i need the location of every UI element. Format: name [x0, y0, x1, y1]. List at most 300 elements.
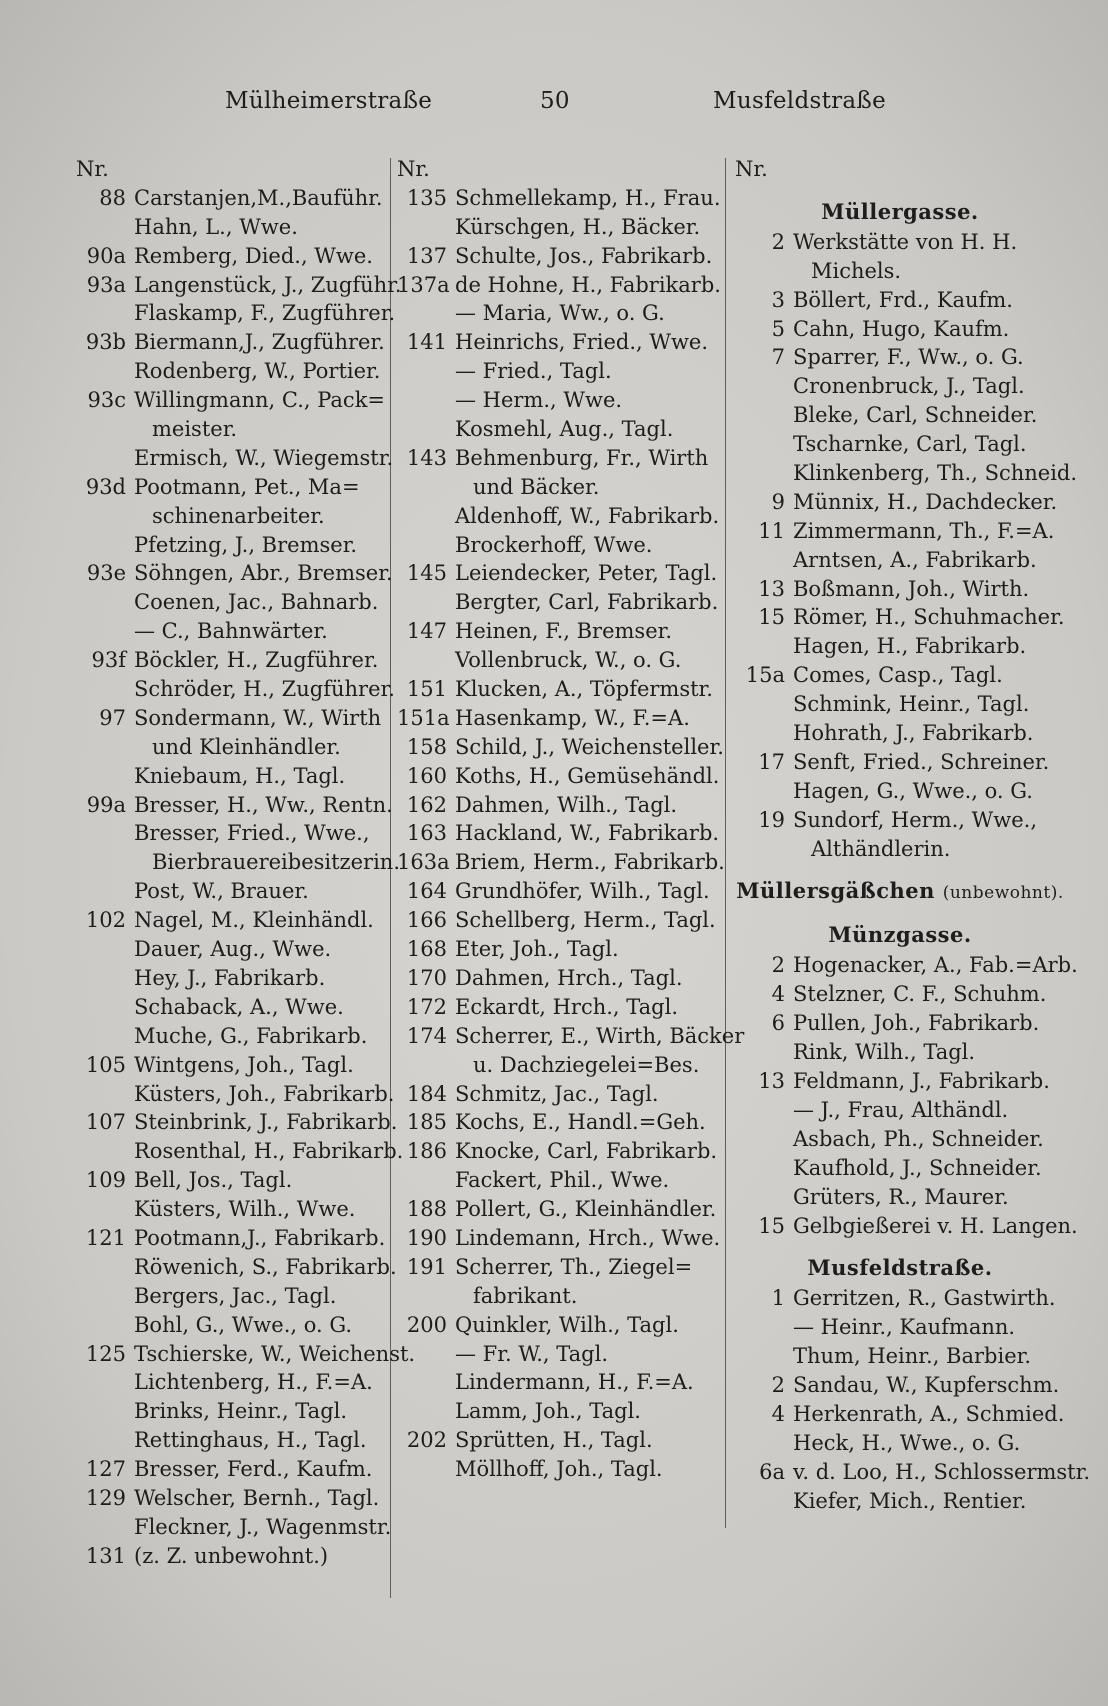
directory-entry — [397, 848, 725, 877]
directory-entry — [76, 733, 396, 762]
house-number — [397, 1340, 455, 1369]
house-number — [735, 777, 793, 806]
resident-entry: Kiefer, Mich., Rentier. — [793, 1488, 1027, 1513]
directory-entry — [735, 1400, 1065, 1429]
directory-entry — [397, 819, 722, 848]
number-column-label — [397, 155, 722, 184]
house-number — [76, 1513, 134, 1542]
directory-entry — [397, 184, 722, 213]
house-number — [397, 1397, 455, 1426]
house-number — [735, 1313, 793, 1342]
directory-entry — [397, 415, 722, 444]
house-number: 88 — [99, 185, 126, 210]
directory-entry — [735, 1038, 1065, 1067]
resident-entry: fabrikant. — [473, 1283, 578, 1308]
resident-entry: Langenstück, J., Zugführ. — [134, 272, 402, 297]
house-number: 163a — [397, 850, 450, 875]
directory-entry — [735, 690, 1065, 719]
house-number: 151 — [406, 677, 447, 702]
resident-entry: Schmellekamp, H., Frau. — [455, 185, 721, 210]
house-number: 15a — [745, 663, 785, 688]
directory-entry — [397, 1195, 722, 1224]
directory-entry — [76, 1368, 396, 1397]
house-number — [76, 299, 134, 328]
directory-entry — [76, 531, 396, 560]
resident-entry: Ermisch, W., Wiegemstr. — [134, 445, 394, 470]
directory-entry — [76, 1080, 396, 1109]
directory-entry — [397, 1022, 745, 1051]
directory-entry — [76, 559, 396, 588]
house-number: 185 — [406, 1110, 447, 1135]
house-number: 135 — [406, 185, 447, 210]
house-number — [397, 1368, 455, 1397]
directory-entry — [76, 791, 396, 820]
directory-entry — [735, 603, 1065, 632]
directory-entry — [397, 1368, 722, 1397]
resident-entry: u. Dachziegelei=Bes. — [473, 1052, 700, 1077]
house-number — [397, 588, 455, 617]
directory-entry — [735, 661, 1065, 690]
house-number — [735, 1038, 793, 1067]
house-number: 6 — [771, 1011, 785, 1036]
directory-entry — [735, 748, 1065, 777]
house-number — [735, 1096, 793, 1125]
directory-entry — [397, 993, 722, 1022]
directory-entry — [76, 1137, 404, 1166]
house-number — [76, 1253, 134, 1282]
house-number: 151a — [397, 705, 450, 730]
house-number: 93e — [86, 561, 126, 586]
directory-entry — [735, 1154, 1065, 1183]
directory-entry — [397, 473, 722, 502]
resident-entry: Koths, H., Gemüsehändl. — [455, 763, 720, 788]
resident-entry: Welscher, Bernh., Tagl. — [134, 1485, 380, 1510]
house-number: 90a — [86, 243, 126, 268]
directory-entry — [76, 1253, 396, 1282]
resident-entry: Hagen, G., Wwe., o. G. — [793, 778, 1033, 803]
resident-entry: Scherrer, Th., Ziegel= — [455, 1254, 693, 1279]
street-section-title: Müllergasse. — [821, 198, 979, 224]
resident-entry: Nagel, M., Kleinhändl. — [134, 908, 374, 933]
resident-entry: Grüters, R., Maurer. — [793, 1184, 1009, 1209]
directory-entry — [397, 1455, 722, 1484]
house-number: 143 — [406, 445, 447, 470]
resident-entry: Lindemann, Hrch., Wwe. — [455, 1225, 721, 1250]
house-number: 4 — [771, 1401, 785, 1426]
resident-entry: Sandau, W., Kupferschm. — [793, 1373, 1060, 1398]
street-section-title — [735, 863, 1065, 907]
resident-entry: Schellberg, Herm., Tagl. — [455, 908, 716, 933]
directory-entry — [76, 848, 401, 877]
resident-entry: Schmitz, Jac., Tagl. — [455, 1081, 659, 1106]
directory-entry — [76, 906, 396, 935]
directory-entry — [397, 704, 722, 733]
house-number: 3 — [771, 287, 785, 312]
column-divider-2 — [725, 158, 726, 1528]
resident-entry: v. d. Loo, H., Schlossermstr. — [793, 1459, 1091, 1484]
resident-entry: Bresser, H., Ww., Rentn. — [134, 792, 393, 817]
house-number: 6a — [759, 1459, 785, 1484]
directory-entry — [397, 531, 722, 560]
directory-entry — [397, 935, 722, 964]
house-number — [735, 632, 793, 661]
directory-entry — [397, 1282, 722, 1311]
directory-entry — [735, 315, 1065, 344]
resident-entry: Cahn, Hugo, Kaufm. — [793, 316, 1010, 341]
house-number — [397, 213, 455, 242]
house-number — [76, 1368, 134, 1397]
house-number: 158 — [406, 734, 447, 759]
directory-entry — [735, 1429, 1065, 1458]
resident-entry: Rosenthal, H., Fabrikarb. — [134, 1139, 404, 1164]
header-left-street: Mülheimerstraße — [225, 88, 433, 114]
directory-entry — [76, 1455, 396, 1484]
directory-entry — [76, 1340, 416, 1369]
resident-entry: Bierbrauereibesitzerin. — [152, 850, 401, 875]
house-number — [735, 1487, 793, 1516]
house-number: 163 — [406, 821, 447, 846]
resident-entry: Brockerhoff, Wwe. — [455, 532, 653, 557]
house-number — [76, 993, 134, 1022]
house-number: 15 — [758, 605, 785, 630]
resident-entry: Coenen, Jac., Bahnarb. — [134, 590, 379, 615]
house-number: 200 — [406, 1312, 447, 1337]
house-number: 131 — [85, 1543, 126, 1568]
resident-entry: Hey, J., Fabrikarb. — [134, 965, 326, 990]
directory-entry — [76, 1022, 396, 1051]
house-number — [76, 877, 134, 906]
house-number — [397, 646, 455, 675]
house-number: 105 — [85, 1052, 126, 1077]
directory-entry — [397, 213, 722, 242]
directory-entry — [76, 242, 396, 271]
directory-entry — [735, 372, 1065, 401]
resident-entry: Scherrer, E., Wirth, Bäcker — [455, 1023, 745, 1048]
directory-entry — [76, 993, 396, 1022]
column-1 — [76, 155, 416, 1571]
resident-entry: Bohl, G., Wwe., o. G. — [134, 1312, 353, 1337]
directory-entry — [76, 184, 396, 213]
house-number — [735, 835, 793, 864]
directory-entry — [76, 1051, 396, 1080]
house-number — [735, 1429, 793, 1458]
house-number: 5 — [771, 316, 785, 341]
directory-entry — [397, 559, 722, 588]
resident-entry: Kochs, E., Handl.=Geh. — [455, 1110, 706, 1135]
resident-entry: Kosmehl, Aug., Tagl. — [455, 417, 674, 442]
directory-entry — [735, 1067, 1065, 1096]
directory-entry — [76, 415, 396, 444]
resident-entry: Vollenbruck, W., o. G. — [455, 648, 682, 673]
house-number — [76, 1282, 134, 1311]
resident-entry: Küsters, Joh., Fabrikarb. — [134, 1081, 395, 1106]
house-number: 168 — [406, 937, 447, 962]
resident-entry: Herkenrath, A., Schmied. — [793, 1401, 1065, 1426]
directory-entry — [735, 1458, 1091, 1487]
directory-entry — [397, 242, 722, 271]
resident-entry: Bleke, Carl, Schneider. — [793, 403, 1038, 428]
resident-entry: Gelbgießerei v. H. Langen. — [793, 1213, 1078, 1238]
house-number: 121 — [85, 1225, 126, 1250]
street-name: Müllersgäßchen — [736, 878, 935, 904]
resident-entry: Sprütten, H., Tagl. — [455, 1428, 653, 1453]
column-3 — [735, 155, 1091, 1516]
resident-entry: Gerritzen, R., Gastwirth. — [793, 1286, 1056, 1311]
resident-entry: Leiendecker, Peter, Tagl. — [455, 561, 718, 586]
number-column-label — [735, 155, 1065, 184]
resident-entry: Wintgens, Joh., Tagl. — [134, 1052, 354, 1077]
house-number: 97 — [99, 705, 126, 730]
house-number — [76, 819, 134, 848]
directory-entry — [76, 213, 396, 242]
directory-entry — [735, 488, 1065, 517]
directory-entry — [735, 257, 1065, 286]
house-number: 2 — [771, 1373, 785, 1398]
resident-entry: — J., Frau, Althändl. — [793, 1097, 1009, 1122]
house-number — [76, 675, 134, 704]
house-number — [76, 1311, 134, 1340]
house-number: 7 — [771, 345, 785, 370]
resident-entry: Pfetzing, J., Bremser. — [134, 532, 358, 557]
resident-entry: Rodenberg, W., Portier. — [134, 359, 381, 384]
house-number — [76, 762, 134, 791]
directory-entry — [397, 906, 722, 935]
directory-entry — [735, 1009, 1065, 1038]
resident-entry: Michels. — [811, 258, 902, 283]
resident-entry: Böckler, H., Zugführer. — [134, 648, 379, 673]
resident-entry: Arntsen, A., Fabrikarb. — [793, 547, 1037, 572]
house-number: 102 — [85, 908, 126, 933]
resident-entry: schinenarbeiter. — [152, 503, 325, 528]
directory-entry — [76, 271, 402, 300]
resident-entry: Schaback, A., Wwe. — [134, 994, 344, 1019]
nr-label: Nr. — [735, 157, 768, 181]
house-number: 172 — [406, 994, 447, 1019]
directory-entry — [76, 386, 396, 415]
directory-entry — [76, 444, 396, 473]
resident-entry: Asbach, Ph., Schneider. — [793, 1126, 1044, 1151]
directory-entry — [397, 588, 722, 617]
house-number — [397, 531, 455, 560]
directory-entry — [397, 271, 722, 300]
resident-entry: Fackert, Phil., Wwe. — [455, 1168, 670, 1193]
column-2 — [397, 155, 745, 1484]
house-number: 190 — [406, 1225, 447, 1250]
resident-entry: meister. — [152, 417, 238, 442]
directory-entry — [735, 1284, 1065, 1313]
directory-entry — [397, 444, 722, 473]
resident-entry: Hackland, W., Fabrikarb. — [455, 821, 720, 846]
resident-entry: Klucken, A., Töpfermstr. — [455, 677, 713, 702]
house-number — [76, 1022, 134, 1051]
house-number: 93c — [87, 388, 126, 413]
page-number: 50 — [540, 88, 570, 114]
directory-entry — [735, 343, 1065, 372]
directory-entry — [76, 646, 396, 675]
directory-entry — [735, 1487, 1065, 1516]
resident-entry: Schröder, H., Zugführer. — [134, 677, 395, 702]
directory-entry — [735, 951, 1078, 980]
resident-entry: Althändlerin. — [811, 836, 951, 861]
directory-entry — [397, 1426, 722, 1455]
house-number: 186 — [406, 1139, 447, 1164]
house-number: 4 — [771, 982, 785, 1007]
resident-entry: Lamm, Joh., Tagl. — [455, 1399, 641, 1424]
house-number — [76, 213, 134, 242]
resident-entry: Grundhöfer, Wilh., Tagl. — [455, 879, 710, 904]
resident-entry: Kniebaum, H., Tagl. — [134, 763, 346, 788]
directory-entry — [397, 646, 722, 675]
directory-entry — [735, 459, 1078, 488]
directory-entry — [76, 1484, 396, 1513]
house-number — [397, 502, 455, 531]
resident-entry: Schild, J., Weichensteller. — [455, 734, 724, 759]
house-number — [397, 1166, 455, 1195]
house-number — [76, 1080, 134, 1109]
resident-entry: Zimmermann, Th., F.=A. — [793, 518, 1055, 543]
house-number: 202 — [406, 1428, 447, 1453]
street-section-title: Musfeldstraße. — [807, 1255, 993, 1281]
house-number: 174 — [406, 1023, 447, 1048]
number-column-label — [76, 155, 396, 184]
resident-entry: Dauer, Aug., Wwe. — [134, 937, 332, 962]
resident-entry: Rink, Wilh., Tagl. — [793, 1040, 976, 1065]
resident-entry: Möllhoff, Joh., Tagl. — [455, 1457, 663, 1482]
house-number: 145 — [406, 561, 447, 586]
resident-entry: Cronenbruck, J., Tagl. — [793, 374, 1025, 399]
house-number — [735, 1154, 793, 1183]
resident-entry: Heinrichs, Fried., Wwe. — [455, 330, 709, 355]
house-number: 93a — [86, 272, 126, 297]
house-number: 107 — [85, 1110, 126, 1135]
directory-entry — [735, 632, 1065, 661]
house-number — [397, 1455, 455, 1484]
resident-entry: — C., Bahnwärter. — [134, 619, 328, 644]
resident-entry: Fleckner, J., Wagenmstr. — [134, 1514, 392, 1539]
directory-entry — [76, 299, 396, 328]
house-number: 147 — [406, 619, 447, 644]
street-note: (unbewohnt). — [942, 883, 1064, 904]
resident-entry: Hohrath, J., Fabrikarb. — [793, 721, 1034, 746]
directory-entry — [397, 502, 722, 531]
directory-entry — [397, 1340, 722, 1369]
resident-entry: Quinkler, Wilh., Tagl. — [455, 1312, 679, 1337]
house-number: 166 — [406, 908, 447, 933]
resident-entry: Dahmen, Wilh., Tagl. — [455, 792, 678, 817]
resident-entry: Bresser, Ferd., Kaufm. — [134, 1457, 373, 1482]
resident-entry: Tscharnke, Carl, Tagl. — [793, 432, 1027, 457]
house-number — [76, 848, 134, 877]
directory-entry — [76, 964, 396, 993]
house-number — [735, 690, 793, 719]
resident-entry: Pootmann, Pet., Ma= — [134, 474, 360, 499]
directory-entry — [735, 1125, 1065, 1154]
resident-entry: und Kleinhändler. — [152, 734, 341, 759]
directory-entry — [76, 1397, 396, 1426]
house-number — [735, 719, 793, 748]
resident-entry: Bergter, Carl, Fabrikarb. — [455, 590, 719, 615]
house-number: 93f — [91, 648, 126, 673]
directory-entry — [735, 286, 1065, 315]
directory-entry — [76, 1426, 396, 1455]
nr-label: Nr. — [76, 157, 109, 181]
house-number: 164 — [406, 879, 447, 904]
house-number — [76, 415, 134, 444]
directory-entry — [76, 819, 396, 848]
page-header — [0, 88, 1108, 128]
resident-entry: Tschierske, W., Weichenst. — [134, 1341, 416, 1366]
directory-entry — [397, 877, 722, 906]
house-number — [397, 473, 455, 502]
resident-entry: Senft, Fried., Schreiner. — [793, 749, 1050, 774]
directory-entry — [397, 357, 722, 386]
house-number: 160 — [406, 763, 447, 788]
house-number — [76, 733, 134, 762]
house-number — [735, 401, 793, 430]
house-number: 184 — [406, 1081, 447, 1106]
directory-entry — [76, 1108, 396, 1137]
house-number — [735, 1183, 793, 1212]
directory-entry — [735, 1183, 1065, 1212]
directory-entry — [76, 704, 396, 733]
resident-entry: Schmink, Heinr., Tagl. — [793, 692, 1030, 717]
directory-entry — [397, 791, 722, 820]
resident-entry: Post, W., Brauer. — [134, 879, 309, 904]
house-number: 129 — [85, 1485, 126, 1510]
resident-entry: Boßmann, Joh., Wirth. — [793, 576, 1030, 601]
resident-entry: Söhngen, Abr., Bremser. — [134, 561, 393, 586]
directory-entry — [76, 1542, 396, 1571]
house-number: 170 — [406, 965, 447, 990]
resident-entry: Schulte, Jos., Fabrikarb. — [455, 243, 713, 268]
resident-entry: Eckardt, Hrch., Tagl. — [455, 994, 679, 1019]
directory-entry — [735, 401, 1065, 430]
resident-entry: Dahmen, Hrch., Tagl. — [455, 965, 683, 990]
resident-entry: Hogenacker, A., Fab.=Arb. — [793, 953, 1078, 978]
directory-entry — [397, 762, 722, 791]
directory-entry — [735, 517, 1065, 546]
directory-entry — [397, 328, 722, 357]
house-number: 191 — [406, 1254, 447, 1279]
resident-entry: Röwenich, S., Fabrikarb. — [134, 1254, 397, 1279]
house-number: 109 — [85, 1168, 126, 1193]
directory-entry — [76, 1311, 396, 1340]
resident-entry: und Bäcker. — [473, 474, 600, 499]
resident-entry: Sparrer, F., Ww., o. G. — [793, 345, 1024, 370]
house-number: 11 — [758, 518, 785, 543]
house-number: 188 — [406, 1197, 447, 1222]
house-number — [76, 964, 134, 993]
directory-entry — [76, 1195, 396, 1224]
house-number — [735, 459, 793, 488]
resident-entry: de Hohne, H., Fabrikarb. — [455, 272, 721, 297]
resident-entry: Heck, H., Wwe., o. G. — [793, 1430, 1021, 1455]
house-number: 2 — [771, 229, 785, 254]
house-number — [76, 617, 134, 646]
resident-entry: Römer, H., Schuhmacher. — [793, 605, 1065, 630]
resident-entry: Hahn, L., Wwe. — [134, 214, 298, 239]
directory-entry — [397, 733, 722, 762]
house-number — [76, 1397, 134, 1426]
directory-entry — [735, 806, 1065, 835]
house-number: 137 — [406, 243, 447, 268]
directory-entry — [76, 1513, 396, 1542]
resident-entry: Willingmann, C., Pack= — [134, 388, 386, 413]
resident-entry: — Heinr., Kaufmann. — [793, 1315, 1016, 1340]
house-number: 1 — [771, 1286, 785, 1311]
directory-entry — [735, 777, 1065, 806]
house-number — [76, 444, 134, 473]
